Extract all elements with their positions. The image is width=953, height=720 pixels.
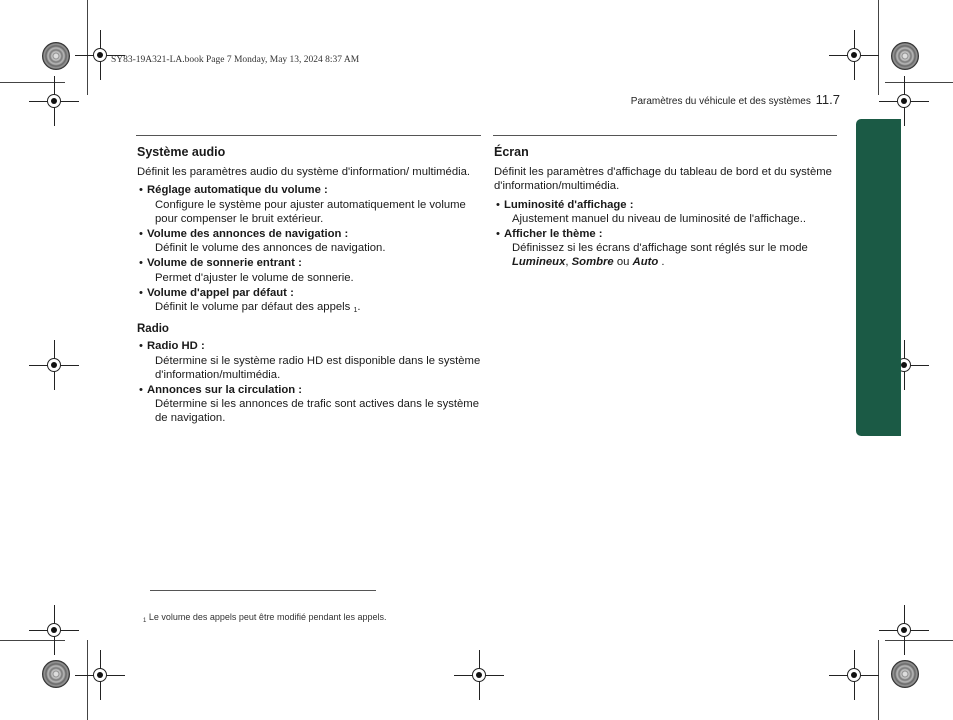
setting-description: Définit le volume des annonces de navigation. <box>155 242 386 255</box>
section-title-radio: Radio <box>137 323 169 336</box>
theme-option-sombre: Sombre <box>571 256 614 269</box>
trim-line <box>878 640 879 720</box>
registration-mark-icon <box>843 664 865 686</box>
right-column <box>494 145 834 271</box>
list-item <box>137 286 482 318</box>
registration-mark-icon <box>43 354 65 376</box>
setting-term: Volume d'appel par défaut : <box>147 286 294 299</box>
setting-term: Volume de sonnerie entrant : <box>147 257 302 270</box>
footnote <box>143 612 387 624</box>
registration-mark-icon <box>843 44 865 66</box>
registration-mark-icon <box>43 619 65 641</box>
footnote-text: Le volume des appels peut être modifié pendant les appels. <box>148 612 387 622</box>
desc-suffix: . <box>658 256 665 269</box>
registration-mark-icon <box>893 619 915 641</box>
color-disc-icon <box>42 660 70 688</box>
bullet: • <box>139 340 143 353</box>
trim-line <box>885 82 953 83</box>
setting-term: Annonces sur la circulation : <box>147 384 303 397</box>
setting-term: Radio HD : <box>147 340 205 353</box>
setting-term: Réglage automatique du volume : <box>147 184 328 197</box>
list-item <box>137 383 482 426</box>
footnote-number: 1 <box>143 618 147 624</box>
setting-description-text: Définit le volume par défaut des appels <box>155 301 351 314</box>
footnote-reference[interactable]: 1 <box>353 307 358 315</box>
separator: , <box>565 256 572 269</box>
setting-description: Ajustement manuel du niveau de luminosité de l'affichage.. <box>512 212 806 225</box>
running-head-chapter: 11.7 <box>815 92 840 107</box>
color-disc-icon <box>891 660 919 688</box>
bullet: • <box>139 286 143 299</box>
setting-description: Définit le volume par défaut des appels 1. <box>155 301 361 315</box>
column-rule <box>136 135 481 136</box>
setting-term: Afficher le thème : <box>504 228 603 241</box>
audio-settings-list <box>137 183 482 318</box>
chapter-tab <box>856 119 901 436</box>
trim-line <box>87 640 88 720</box>
radio-settings-list <box>137 339 482 425</box>
setting-description: Configure le système pour ajuster automatiquement le volume pour compenser le bruit extérieur. <box>155 198 466 225</box>
list-item <box>137 227 482 255</box>
registration-mark-icon <box>468 664 490 686</box>
setting-term: Luminosité d'affichage : <box>504 198 634 211</box>
print-slug: SY83-19A321-LA.book Page 7 Monday, May 13, 2024 8:37 AM <box>111 55 360 65</box>
list-item <box>137 256 482 284</box>
registration-mark-icon <box>893 90 915 112</box>
bullet: • <box>496 228 500 241</box>
bullet: • <box>139 257 143 270</box>
desc-prefix: Définissez si les écrans d'affichage sont réglés sur le mode <box>512 242 808 255</box>
footnote-rule <box>150 590 376 591</box>
registration-mark-icon <box>43 90 65 112</box>
color-disc-icon <box>891 42 919 70</box>
section-title-ecran: Écran <box>494 145 529 159</box>
trim-line <box>878 0 879 95</box>
separator: ou <box>613 256 633 269</box>
theme-option-lumineux: Lumineux <box>512 256 566 269</box>
registration-mark-icon <box>89 664 111 686</box>
left-column <box>137 145 482 427</box>
bullet: • <box>496 198 500 211</box>
trim-line <box>87 0 88 95</box>
bullet: • <box>139 228 143 241</box>
list-item <box>494 198 834 226</box>
registration-mark-icon <box>89 44 111 66</box>
section-title-audio: Système audio <box>137 145 226 159</box>
setting-description: Détermine si le système radio HD est disponible dans le système d'information/multimédia. <box>155 354 481 381</box>
setting-description <box>504 241 834 269</box>
running-head <box>631 92 840 107</box>
list-item <box>137 183 482 226</box>
section-intro-audio: Définit les paramètres audio du système d'information/ multimédia. <box>137 166 471 179</box>
theme-option-auto: Auto <box>632 256 659 269</box>
bullet: • <box>139 184 143 197</box>
bullet: • <box>139 384 143 397</box>
setting-description: Permet d'ajuster le volume de sonnerie. <box>155 271 354 284</box>
running-head-section: Paramètres du véhicule et des systèmes <box>630 96 811 107</box>
ecran-settings-list <box>494 198 834 270</box>
trim-line <box>0 82 65 83</box>
setting-description: Détermine si les annonces de trafic sont actives dans le système de navigation. <box>155 398 479 425</box>
list-item <box>137 339 482 382</box>
list-item <box>494 227 834 270</box>
color-disc-icon <box>42 42 70 70</box>
section-intro-ecran: Définit les paramètres d'affichage du tableau de bord et du système d'information/multimédia. <box>494 166 832 193</box>
column-rule <box>493 135 837 136</box>
setting-term: Volume des annonces de navigation : <box>147 228 349 241</box>
